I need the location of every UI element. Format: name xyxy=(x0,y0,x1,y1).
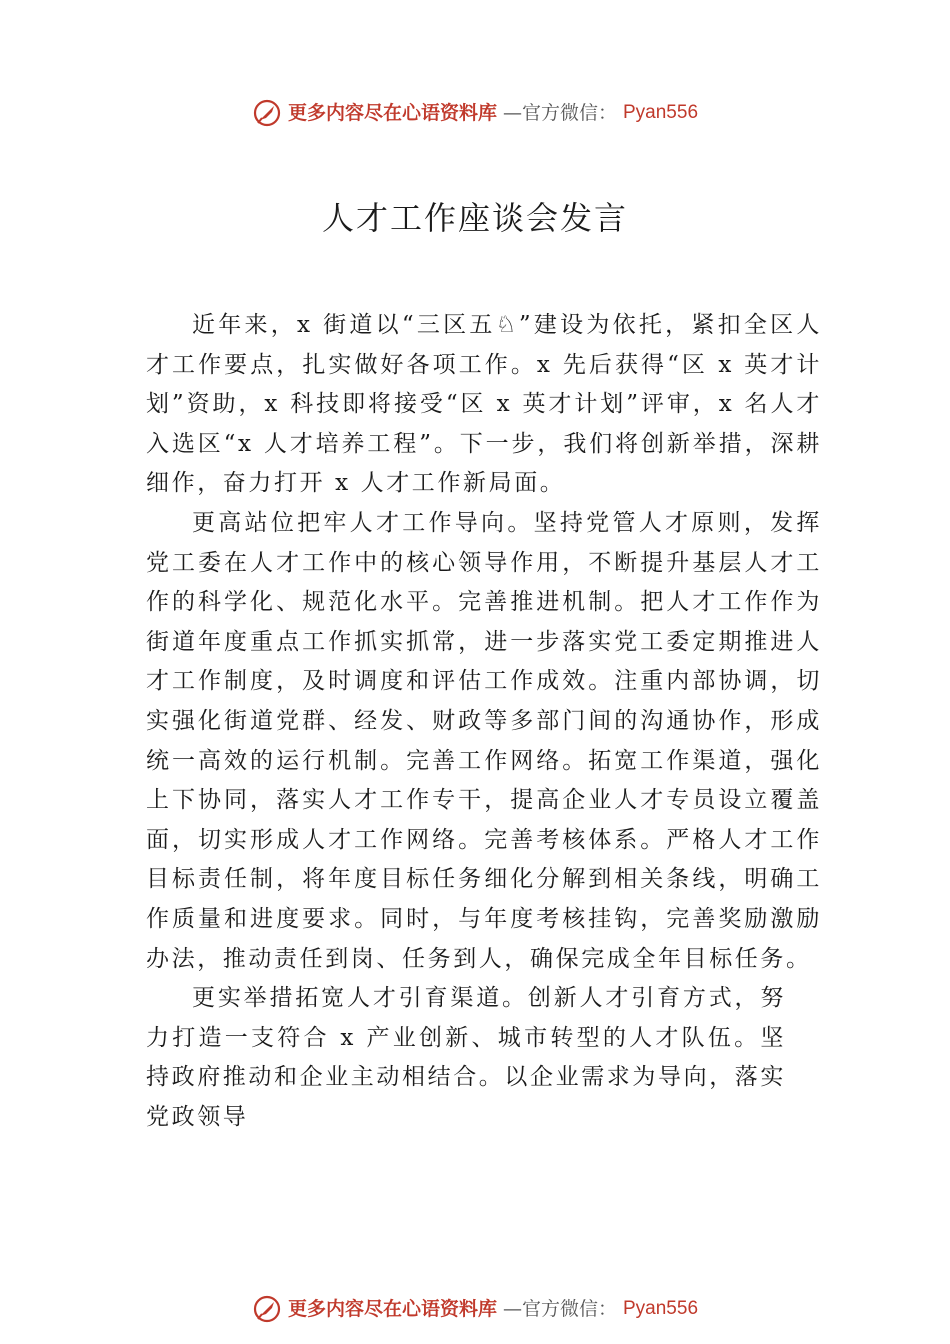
watermark-wechat-id: Pyan556 xyxy=(623,102,699,123)
header-watermark xyxy=(0,98,950,128)
watermark-wechat-label: —官方微信： xyxy=(502,102,617,124)
paragraph-talent-channels: 更实举措拓宽人才引育渠道。创新人才引育方式，努力打造一支符合 x 产业创新、城市转型的人才队伍。坚持政府推动和企业主动相结合。以企业需求为导向，落实党政领导 xyxy=(146,985,786,1130)
watermark-wechat-id: Pyan556 xyxy=(623,1298,699,1319)
quill-pen-logo-icon xyxy=(252,1294,282,1324)
watermark-brand-text: 更多内容尽在心语资料库 xyxy=(287,102,497,124)
document-title: 人才工作座谈会发言 xyxy=(321,199,628,237)
document-body xyxy=(146,306,822,1137)
watermark-wechat-label: —官方微信： xyxy=(502,1298,617,1320)
paragraph-intro: 近年来，x 街道以“三区五♘”建设为依托，紧扣全区人才工作要点，扎实做好各项工作。x 先后获得“区 x 英才计划”资助，x 科技即将接受“区 x 英才计划”评审，x 名人才入选区“x 人才培养工程”。下一步，我们将创新举措，深耕细作，奋力打开 x 人才工作新局面。 xyxy=(146,312,822,497)
footer-watermark xyxy=(0,1294,950,1324)
watermark-brand-text: 更多内容尽在心语资料库 xyxy=(287,1298,497,1320)
paragraph-talent-guidance: 更高站位把牢人才工作导向。坚持党管人才原则，发挥党工委在人才工作中的核心领导作用，不断提升基层人才工作的科学化、规范化水平。完善推进机制。把人才工作作为街道年度重点工作抓实抓常，进一步落实党工委定期推进人才工作制度，及时调度和评估工作成效。注重内部协调，切实强化街道党群、经发、财政等多部门间的沟通协作，形成统一高效的运行机制。完善工作网络。拓宽工作渠道，强化上下协同，落实人才工作专干，提高企业人才专员设立覆盖面，切实形成人才工作网络。完善考核体系。严格人才工作目标责任制，将年度目标任务细化分解到相关条线，明确工作质量和进度要求。同时，与年度考核挂钩，完善奖励激励办法，推动责任到岗、任务到人，确保完成全年目标任务。 xyxy=(146,509,822,972)
quill-pen-logo-icon xyxy=(252,98,282,128)
